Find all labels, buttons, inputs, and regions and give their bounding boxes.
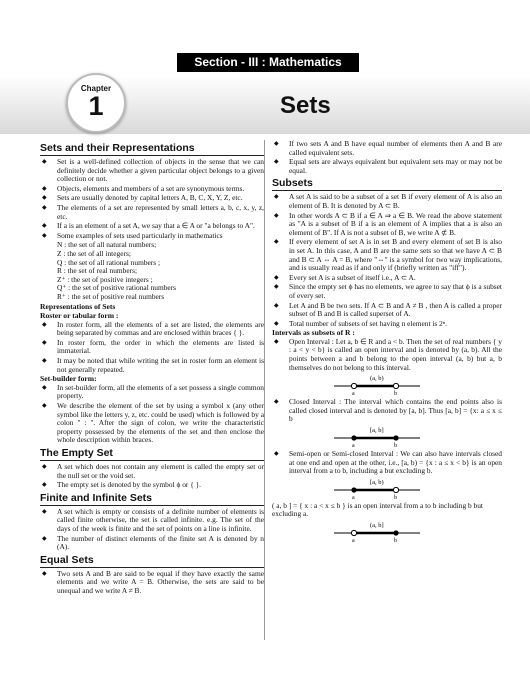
bullet-icon: ◆ bbox=[42, 339, 47, 346]
semi-interval-text: ( a, b ] = { x : a < x ≤ b } is an open interval from a to b including b but excluding a. bbox=[272, 500, 483, 519]
list-item: ◆ It may be noted that while writing the set in roster form an element is not generally repeated. bbox=[42, 356, 264, 374]
example-line: Z⁺ : the set of positive integers ; bbox=[57, 274, 153, 284]
interval-label: (a, b] bbox=[370, 522, 384, 529]
bullet-icon: ◆ bbox=[274, 274, 279, 281]
list-item: ◆ We describe the element of the set by using a symbol x (any other symbol like the letters y, z, etc. could be used) which is followed by a colon " : ". After the sign of colon, we write the characteristic property possessed by the elements of the set and then enclose the whole description within braces. bbox=[42, 401, 264, 445]
bullet-icon: ◆ bbox=[42, 358, 47, 365]
example-line: Q : the set of all rational numbers ; bbox=[57, 257, 161, 267]
bullet-icon: ◆ bbox=[42, 384, 47, 391]
list-item: ◆ If every element of set A is in set B and every element of set B is also in set A. In this case, A and B are the same sets so that we have A ⊂ B and B ⊂ A ⇔ A = B, where "⇔" is a symbol for two way implications, and is usually read as if and only if (briefly written as "iff"). bbox=[274, 237, 502, 273]
chapter-title: Sets bbox=[280, 92, 331, 119]
subheading-representations: Representations of Sets bbox=[40, 301, 116, 311]
chapter-number: 1 bbox=[88, 91, 104, 121]
bullet-icon: ◆ bbox=[42, 185, 47, 192]
open-endpoint-a bbox=[351, 530, 356, 535]
open-endpoint-a bbox=[351, 384, 356, 389]
bullet-icon: ◆ bbox=[42, 159, 47, 165]
number-line-open bbox=[332, 374, 422, 396]
right-column bbox=[272, 140, 502, 545]
list-item: ◆ Objects, elements and members of a set are synonymous terms. bbox=[42, 183, 245, 193]
section-banner: Section - III : Mathematics bbox=[177, 53, 359, 72]
bullet-icon: ◆ bbox=[274, 141, 279, 147]
closed-interval-diagram bbox=[272, 426, 502, 448]
list-item: ◆ Open Interval : Let a, b ∈ R and a < b. Then the set of real numbers { y : a < y < b} is called an open interval and is denoted by (a, b). All the points between a and b belong to the open interval (a, b) but a, b themselves do not belong to this interval. bbox=[274, 336, 502, 372]
list-item: ◆ Total number of subsets of set having n element is 2ⁿ. bbox=[274, 318, 448, 328]
list-item: ◆ A set A is said to be a subset of a set B if every element of A is also an element of B. It is denoted by A ⊂ B. bbox=[274, 192, 502, 210]
point-b-label: b bbox=[394, 443, 397, 449]
example-line: N : the set of all natural numbers; bbox=[57, 240, 157, 250]
subheading-intervals: Intervals as subsets of R : bbox=[272, 328, 355, 338]
list-item: ◆ Two sets A and B are said to be equal if they have exactly the same elements and we write A = B. Otherwise, the sets are said to be unequal and we write A ≠ B. bbox=[42, 568, 264, 595]
bullet-icon: ◆ bbox=[274, 302, 279, 309]
heading-finite-infinite: Finite and Infinite Sets bbox=[40, 492, 264, 506]
list-item: ◆ If two sets A and B have equal number of elements then A and B are called equivalent sets. bbox=[274, 139, 502, 157]
bullet-icon: ◆ bbox=[42, 232, 47, 239]
list-item: ◆ The elements of a set are represented by small letters a, b, c, x, y, z, etc. bbox=[42, 202, 264, 221]
heading-subsets: Subsets bbox=[272, 177, 502, 191]
number-line-semi-2 bbox=[332, 521, 422, 543]
semi-closed-interval-diagram bbox=[272, 521, 502, 543]
list-item: ◆ Semi-open or Semi-closed Interval : We can also have intervals closed at one end and open at the other, i.e., [a, b) = {x : a ≤ x < b} is an open interval from a to b, including a but excluding b. bbox=[274, 449, 502, 476]
list-item: ◆ Since the empty set ϕ has no elements, we agree to say that ϕ is a subset of every set. bbox=[274, 282, 502, 300]
left-column bbox=[40, 140, 264, 597]
list-item: ◆ A set which is empty or consists of a definite number of elements is called finite otherwise, the set is called infinite. e.g. The set of the days of the week is finite and the set of points on a line is infinite. bbox=[42, 506, 264, 533]
open-interval-diagram bbox=[272, 374, 502, 396]
list-item: ◆ Equal sets are always equivalent but equivalent sets may or may not be equal. bbox=[274, 157, 502, 175]
interval-label: [a, b] bbox=[370, 427, 384, 435]
bullet-icon: ◆ bbox=[274, 239, 279, 246]
number-line-closed bbox=[332, 426, 422, 448]
list-item: ◆ In other words A ⊂ B if a ∈ A ⇒ a ∈ B. We read the above statement as "A is a subset of B if a is an element of A implies that a is also an element of B". If A is not a subset of B, we write A ⊄ B. bbox=[274, 210, 502, 237]
open-endpoint-b bbox=[393, 384, 398, 389]
list-item: ◆ Every set A is a subset of itself i.e., A ⊂ A. bbox=[274, 272, 416, 282]
interval-label: (a, b) bbox=[370, 375, 384, 383]
closed-endpoint-a bbox=[351, 487, 356, 492]
bullet-icon: ◆ bbox=[274, 159, 279, 166]
example-line: Z : the set of all integers; bbox=[57, 248, 131, 258]
example-line: R⁺ : the set of positive real numbers bbox=[57, 291, 165, 301]
semi-open-interval-diagram bbox=[272, 478, 502, 500]
bullet-icon: ◆ bbox=[274, 194, 279, 201]
example-line: Q⁺ : the set of positive rational numbers bbox=[57, 283, 177, 293]
list-item: ◆ A set which does not contain any element is called the empty set or the null set or the void set. bbox=[42, 462, 264, 480]
list-item: ◆ In roster form, all the elements of a set are listed, the elements are being separated by commas and are enclosed within braces { }. bbox=[42, 319, 264, 338]
point-b-label: b bbox=[394, 538, 397, 543]
heading-empty-set: The Empty Set bbox=[40, 447, 264, 461]
interval-label: [a, b) bbox=[370, 478, 384, 486]
closed-endpoint-b bbox=[393, 435, 398, 440]
bullet-icon: ◆ bbox=[274, 451, 279, 458]
list-item: ◆ The number of distinct elements of the finite set A is denoted by n (A). bbox=[42, 533, 264, 552]
bullet-icon: ◆ bbox=[42, 195, 47, 202]
example-line: R : the set of real numbers; bbox=[57, 266, 138, 276]
list-item: ◆ In roster form, the order in which the elements are listed is immaterial. bbox=[42, 337, 264, 356]
list-item: ◆ Sets are usually denoted by capital letters A, B, C, X, Y, Z, etc. bbox=[42, 193, 243, 203]
bullet-icon: ◆ bbox=[274, 320, 279, 327]
bullet-icon: ◆ bbox=[42, 321, 47, 328]
bullet-icon: ◆ bbox=[42, 223, 47, 230]
list-item: ◆ Closed Interval : The interval which contains the end points also is called closed interval and is denoted by [a, b]. Thus [a, b] = {x: a ≤ x ≤ b bbox=[274, 397, 502, 424]
point-a-label: a bbox=[352, 538, 355, 543]
subheading-roster: Roster or tabular form : bbox=[40, 311, 119, 321]
open-endpoint-b bbox=[393, 487, 398, 492]
bullet-icon: ◆ bbox=[274, 212, 279, 219]
bullet-icon: ◆ bbox=[42, 535, 47, 542]
list-item: ◆ If a is an element of a set A, we say that a ∈ A or "a belongs to A". bbox=[42, 221, 255, 231]
bullet-icon: ◆ bbox=[274, 399, 279, 406]
number-line-semi-1 bbox=[332, 478, 422, 500]
point-b-label: b bbox=[394, 494, 397, 500]
subheading-set-builder: Set-builder form: bbox=[40, 374, 97, 384]
bullet-icon: ◆ bbox=[42, 403, 47, 410]
bullet-icon: ◆ bbox=[42, 204, 47, 211]
bullet-icon: ◆ bbox=[274, 338, 279, 345]
closed-endpoint-a bbox=[351, 435, 356, 440]
point-a-label: a bbox=[352, 391, 355, 397]
bullet-icon: ◆ bbox=[42, 482, 47, 489]
list-item: ◆ Set is a well-defined collection of objects in the sense that we can definitely decide whether a given particular object belongs to a given collection or not. bbox=[42, 157, 264, 184]
list-item: ◆ Let A and B be two sets. If A ⊂ B and A ≠ B , then A is called a proper subset of B and B is called superset of A. bbox=[274, 300, 502, 319]
point-a-label: a bbox=[352, 494, 355, 500]
list-item: ◆ In set-builder form, all the elements of a set possess a single common property. bbox=[42, 382, 264, 401]
chapter-label: Chapter bbox=[80, 84, 112, 93]
heading-equal-sets: Equal Sets bbox=[40, 554, 264, 568]
column-divider bbox=[264, 140, 265, 640]
chapter-badge bbox=[66, 73, 126, 133]
closed-endpoint-b bbox=[393, 530, 398, 535]
heading-sets-representations: Sets and their Representations bbox=[40, 142, 264, 156]
point-a-label: a bbox=[352, 443, 355, 449]
bullet-icon: ◆ bbox=[42, 508, 47, 515]
list-item: ◆ Some examples of sets used particularly in mathematics bbox=[42, 230, 223, 240]
point-b-label: b bbox=[394, 391, 397, 397]
bullet-icon: ◆ bbox=[42, 570, 47, 577]
bullet-icon: ◆ bbox=[42, 464, 47, 470]
bullet-icon: ◆ bbox=[274, 284, 279, 291]
list-item: ◆ The empty set is denoted by the symbol ϕ or { }. bbox=[42, 480, 201, 490]
